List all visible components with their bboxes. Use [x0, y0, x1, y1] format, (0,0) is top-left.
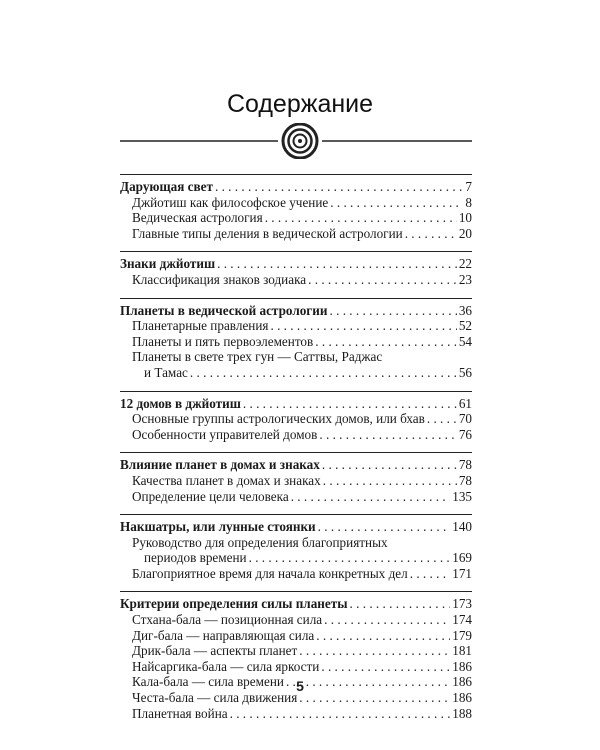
entry-page-number: 70 — [458, 411, 472, 427]
entry-page-number: 169 — [452, 550, 472, 566]
toc-subentry[interactable] — [120, 628, 472, 644]
entry-page-number: 7 — [465, 179, 472, 194]
toc-chapter-entry[interactable] — [120, 457, 472, 473]
page-title: Содержание — [226, 90, 374, 118]
toc-subentry[interactable] — [120, 473, 472, 489]
dot-leader — [230, 706, 451, 722]
toc-chapter-entry[interactable] — [120, 519, 472, 535]
entry-title: периодов времени — [144, 550, 247, 566]
toc-section — [120, 452, 472, 504]
dot-leader — [323, 473, 457, 489]
dot-leader — [315, 334, 457, 350]
dot-leader — [330, 303, 457, 319]
entry-page-number: 171 — [452, 565, 472, 581]
toc-section — [120, 298, 472, 381]
entry-title: Руководство для определения благоприятных — [132, 534, 388, 550]
toc-subentry[interactable] — [120, 272, 472, 288]
entry-title: Благоприятное время для начала конкретных дел — [132, 565, 408, 581]
entry-title: Главные типы деления в ведической астрологии — [132, 225, 403, 241]
dot-leader — [243, 396, 457, 412]
entry-page-number: 173 — [452, 596, 472, 612]
entry-page-number: 140 — [452, 519, 472, 535]
toc-subentry[interactable] — [120, 427, 472, 443]
toc-subentry[interactable] — [120, 489, 472, 505]
dot-leader — [215, 179, 463, 195]
entry-page-number: 179 — [452, 627, 472, 643]
entry-title: Критерии определения силы планеты — [120, 596, 348, 612]
entry-page-number: 56 — [458, 364, 472, 380]
dot-leader — [265, 210, 457, 226]
dot-leader — [217, 256, 457, 272]
entry-page-number: 23 — [458, 271, 472, 287]
toc-subentry[interactable] — [120, 411, 472, 427]
entry-title: Найсаргика-бала — сила яркости — [132, 658, 320, 674]
dot-leader — [249, 550, 451, 566]
entry-title: Джйотиш как философское учение — [132, 194, 329, 210]
concentric-circles-icon — [0, 123, 600, 159]
toc-chapter-entry[interactable] — [120, 396, 472, 412]
entry-title: Качества планет в домах и знаках — [132, 472, 321, 488]
toc-subentry[interactable] — [120, 659, 472, 675]
toc-subentry[interactable] — [120, 318, 472, 334]
entry-page-number: 78 — [458, 472, 472, 488]
entry-title: и Тамас — [144, 364, 188, 380]
toc-chapter-entry[interactable] — [120, 256, 472, 272]
toc-subentry-continuation[interactable] — [120, 365, 472, 381]
entry-page-number: 78 — [458, 457, 472, 473]
toc-section — [120, 251, 472, 287]
entry-title: Планеты в ведической астрологии — [120, 302, 328, 318]
toc-subentry-continuation[interactable] — [120, 550, 472, 566]
entry-title: Диг-бала — направляющая сила — [132, 627, 315, 643]
toc-subentry[interactable] — [120, 566, 472, 582]
entry-page-number: 20 — [458, 225, 472, 241]
toc-section — [120, 514, 472, 581]
entry-title: Особенности управителей домов — [132, 426, 318, 442]
entry-page-number: 186 — [452, 674, 472, 690]
entry-page-number: 22 — [458, 256, 472, 272]
entry-page-number: 186 — [452, 658, 472, 674]
toc-section — [120, 391, 472, 443]
toc-chapter-entry[interactable] — [120, 596, 472, 612]
entry-page-number: 181 — [452, 643, 472, 659]
entry-title: Дарующая свет — [120, 179, 213, 194]
dot-leader — [322, 457, 457, 473]
entry-title: Основные группы астрологических домов, или бхав — [132, 411, 425, 427]
dot-leader — [350, 596, 451, 612]
entry-title: Знаки джйотиш — [120, 256, 216, 272]
dot-leader — [318, 519, 451, 535]
toc-chapter-entry[interactable] — [120, 303, 472, 319]
entry-page-number: 10 — [458, 210, 472, 226]
dot-leader — [405, 226, 457, 242]
entry-page-number: 186 — [452, 690, 472, 706]
toc-subentry-line[interactable] — [120, 349, 472, 365]
entry-page-number: 52 — [458, 318, 472, 334]
toc-section — [120, 174, 472, 241]
dot-leader — [410, 566, 451, 582]
table-of-contents — [120, 174, 472, 731]
entry-title: Ведическая астрология — [132, 210, 263, 226]
entry-title: Накшатры, или лунные стоянки — [120, 519, 316, 535]
entry-title: Классификация знаков зодиака — [132, 271, 307, 287]
dot-leader — [316, 628, 450, 644]
toc-subentry[interactable] — [120, 226, 472, 242]
entry-title: Планеты в свете трех гун — Саттвы, Раджас — [132, 349, 383, 365]
toc-chapter-entry[interactable] — [120, 179, 472, 195]
entry-page-number: 54 — [458, 333, 472, 349]
entry-title: Планеты и пять первоэлементов — [132, 333, 314, 349]
entry-title: Дрик-бала — аспекты планет — [132, 643, 298, 659]
dot-leader — [321, 659, 450, 675]
entry-title: Планетарные правления — [132, 318, 269, 334]
toc-subentry[interactable] — [120, 334, 472, 350]
dot-leader — [270, 318, 456, 334]
page-number: 5 — [296, 678, 304, 694]
dot-leader — [308, 272, 457, 288]
entry-page-number: 188 — [452, 705, 472, 721]
dot-leader — [299, 643, 450, 659]
toc-subentry[interactable] — [120, 195, 472, 211]
dot-leader — [291, 489, 451, 505]
entry-page-number: 61 — [458, 395, 472, 411]
toc-subentry[interactable] — [120, 210, 472, 226]
entry-page-number: 76 — [458, 426, 472, 442]
entry-title: Определение цели человека — [132, 488, 289, 504]
entry-title: Кала-бала — сила времени — [132, 674, 284, 690]
entry-page-number: 8 — [465, 194, 472, 210]
dot-leader — [319, 427, 456, 443]
dot-leader — [427, 411, 457, 427]
toc-section — [120, 591, 472, 721]
dot-leader — [330, 195, 463, 211]
entry-page-number: 135 — [452, 488, 472, 504]
entry-page-number: 36 — [458, 302, 472, 318]
entry-title: Стхана-бала — позиционная сила — [132, 612, 323, 628]
dot-leader — [190, 365, 457, 381]
dot-leader — [324, 612, 450, 628]
toc-subentry[interactable] — [120, 643, 472, 659]
entry-title: Влияние планет в домах и знаках — [120, 457, 320, 473]
toc-subentry[interactable] — [120, 706, 472, 722]
toc-subentry-line[interactable] — [120, 535, 472, 551]
entry-page-number: 174 — [452, 612, 472, 628]
entry-title: Честа-бала — сила движения — [132, 690, 298, 706]
entry-title: 12 домов в джйотиш — [120, 395, 241, 411]
entry-title: Планетная война — [132, 705, 228, 721]
toc-subentry[interactable] — [120, 612, 472, 628]
